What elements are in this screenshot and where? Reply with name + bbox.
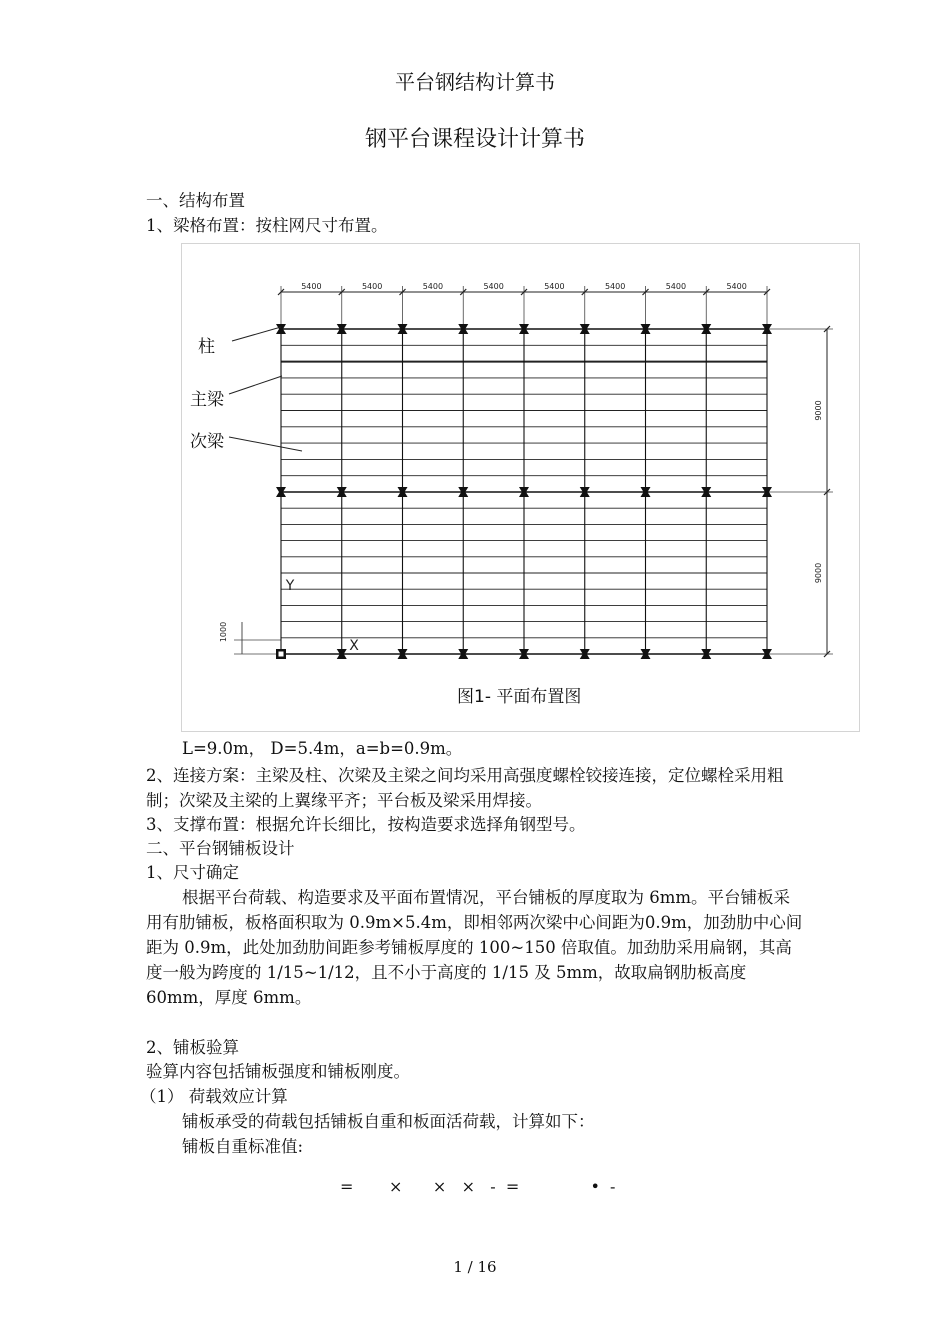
dimension-label-left: 1000 [219, 621, 228, 643]
plan-drawing [182, 244, 861, 733]
item-1-text: 铺板承受的荷载包括铺板自重和板面活荷载，计算如下： [182, 1112, 595, 1131]
item-1-text-2: 铺板自重标准值: [182, 1137, 304, 1156]
document-title: 平台钢结构计算书 [395, 70, 555, 94]
section-1-item-3: 3、支撑布置：根据允许长细比，按构造要求选择角钢型号。 [146, 815, 586, 834]
section-1-item-2: 2、连接方案：主梁及柱、次梁及主梁之间均采用高强度螺栓铰接连接，定位螺栓采用粗制；次梁及主梁的上翼缘平齐；平台板及梁采用焊接。 [146, 766, 784, 810]
axis-y-label: Y [285, 578, 295, 594]
leader-column [232, 327, 281, 341]
section-2-sub-2-text: 验算内容包括铺板强度和铺板刚度。 [146, 1062, 410, 1081]
label-secondary-beam: 次梁 [190, 432, 224, 452]
dimension-label-top: 5400 [422, 282, 444, 291]
column-marker-inner [279, 652, 284, 657]
equation-line: = × × × - = • - [340, 1177, 616, 1196]
dimension-label-top: 5400 [483, 282, 504, 291]
design-parameters: L=9.0m， D=5.4m，a=b=0.9m。 [182, 739, 463, 758]
plan-layout-figure [181, 243, 860, 732]
item-1-heading: （1） 荷载效应计算 [140, 1087, 288, 1106]
dimension-label-top: 5400 [301, 282, 322, 291]
dimension-label-top: 5400 [604, 282, 626, 291]
leader-main-beam [229, 376, 282, 394]
axis-x-label: X [349, 638, 359, 654]
section-1-item-1: 1、梁格布置：按柱网尺寸布置。 [146, 216, 388, 235]
label-main-beam: 主梁 [190, 390, 224, 410]
dimension-label-top: 5400 [544, 282, 565, 291]
dimension-label-right: 9000 [814, 562, 823, 584]
section-2-sub-2: 2、铺板验算 [146, 1038, 239, 1057]
page-number: 1 / 16 [453, 1258, 497, 1276]
section-2-sub-1: 1、尺寸确定 [146, 863, 239, 882]
dimension-label-top: 5400 [726, 282, 747, 291]
section-2-heading: 二、平台钢铺板设计 [146, 839, 295, 858]
dimension-label-right: 9000 [814, 400, 823, 421]
figure-caption: 图1- 平面布置图 [457, 687, 582, 707]
section-2-para-1: 根据平台荷载、构造要求及平面布置情况，平台铺板的厚度取为 6mm。平台铺板采用有肋铺板，板格面积取为 0.9m×5.4m，即相邻两次梁中心间距为0.9m，加劲肋中心间距为 0.9m，此处加劲肋间距参考铺板厚度的 100~150 倍取值。加劲肋采用扁钢，其高度一般为跨度的 1/15~1/12，且不小于高度的 1/15 及 5mm，故取扁钢肋板高度 60mm，厚度 6mm。 [146, 888, 803, 1007]
leader-secondary-beam [229, 437, 302, 451]
label-column: 柱 [198, 337, 215, 357]
section-1-heading: 一、结构布置 [146, 191, 245, 210]
dimension-label-top: 5400 [665, 282, 687, 291]
dimension-label-top: 5400 [361, 282, 383, 291]
document-subtitle: 钢平台课程设计计算书 [364, 127, 585, 152]
